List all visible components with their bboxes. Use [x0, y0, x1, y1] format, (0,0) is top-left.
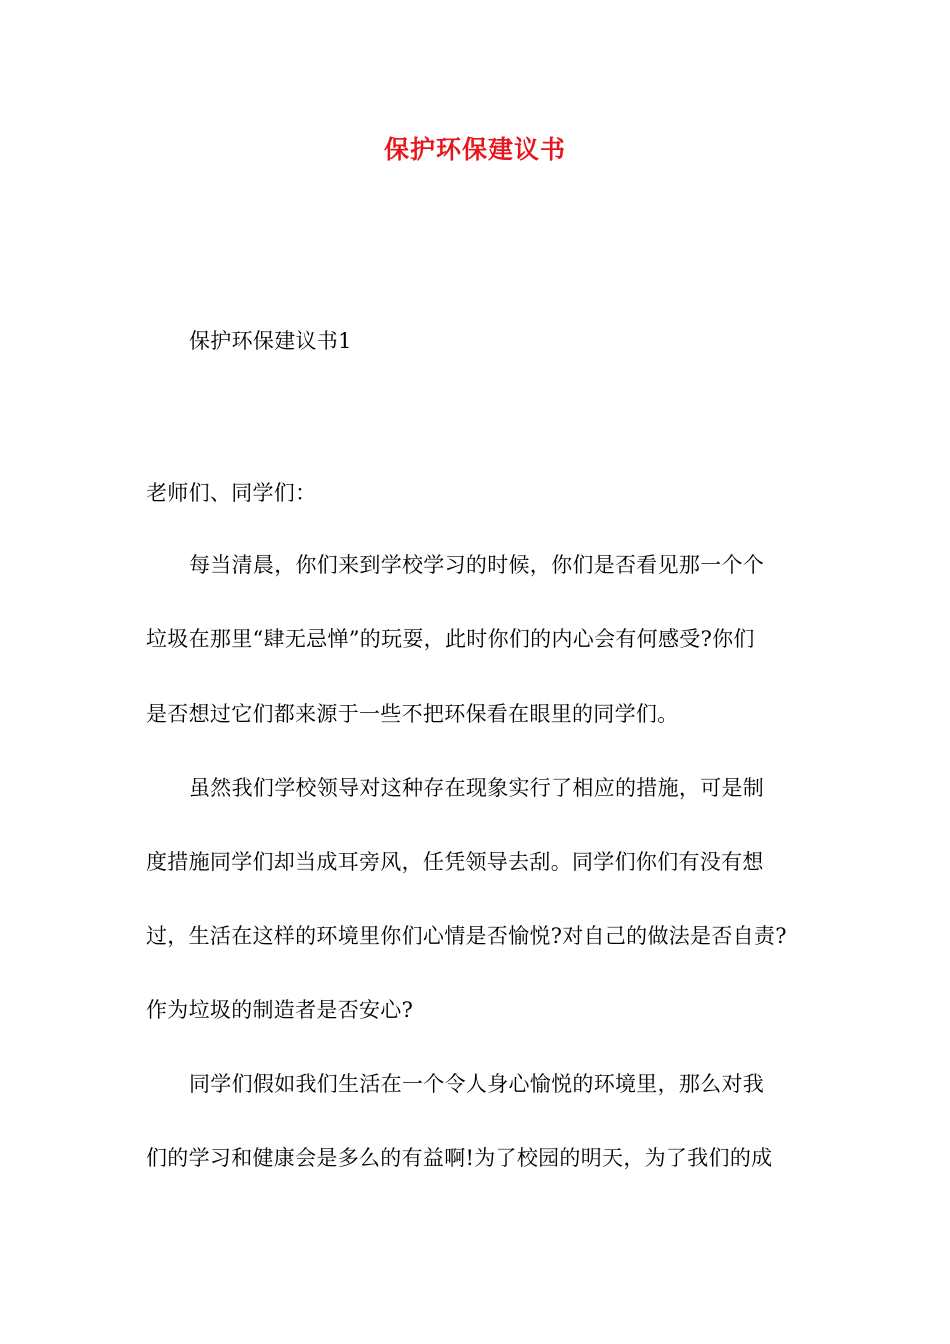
paragraph-2-line-1: 虽然我们学校领导对这种存在现象实行了相应的措施，可是制 — [189, 776, 765, 800]
paragraph-1-line-3: 是否想过它们都来源于一些不把环保看在眼里的同学们。 — [146, 702, 679, 726]
section-heading: 保护环保建议书1 — [189, 329, 352, 353]
paragraph-1-line-2: 垃圾在那里“肆无忌惮”的玩耍，此时你们的内心会有何感受?你们 — [146, 627, 755, 651]
paragraph-2-line-4: 作为垃圾的制造者是否安心? — [146, 998, 414, 1022]
paragraph-3-line-2: 们的学习和健康会是多么的有益啊!为了校园的明天，为了我们的成 — [146, 1146, 773, 1170]
paragraph-3-line-1: 同学们假如我们生活在一个令人身心愉悦的环境里，那么对我 — [189, 1072, 765, 1096]
document-title: 保护环保建议书 — [383, 135, 566, 164]
paragraph-1-line-1: 每当清晨，你们来到学校学习的时候，你们是否看见那一个个 — [189, 553, 765, 577]
salutation: 老师们、同学们： — [146, 481, 317, 505]
paragraph-2-line-2: 度措施同学们却当成耳旁风，任凭领导去刮。同学们你们有没有想 — [146, 850, 764, 874]
paragraph-2-line-3: 过，生活在这样的环境里你们心情是否愉悦?对自己的做法是否自责? — [146, 924, 787, 948]
